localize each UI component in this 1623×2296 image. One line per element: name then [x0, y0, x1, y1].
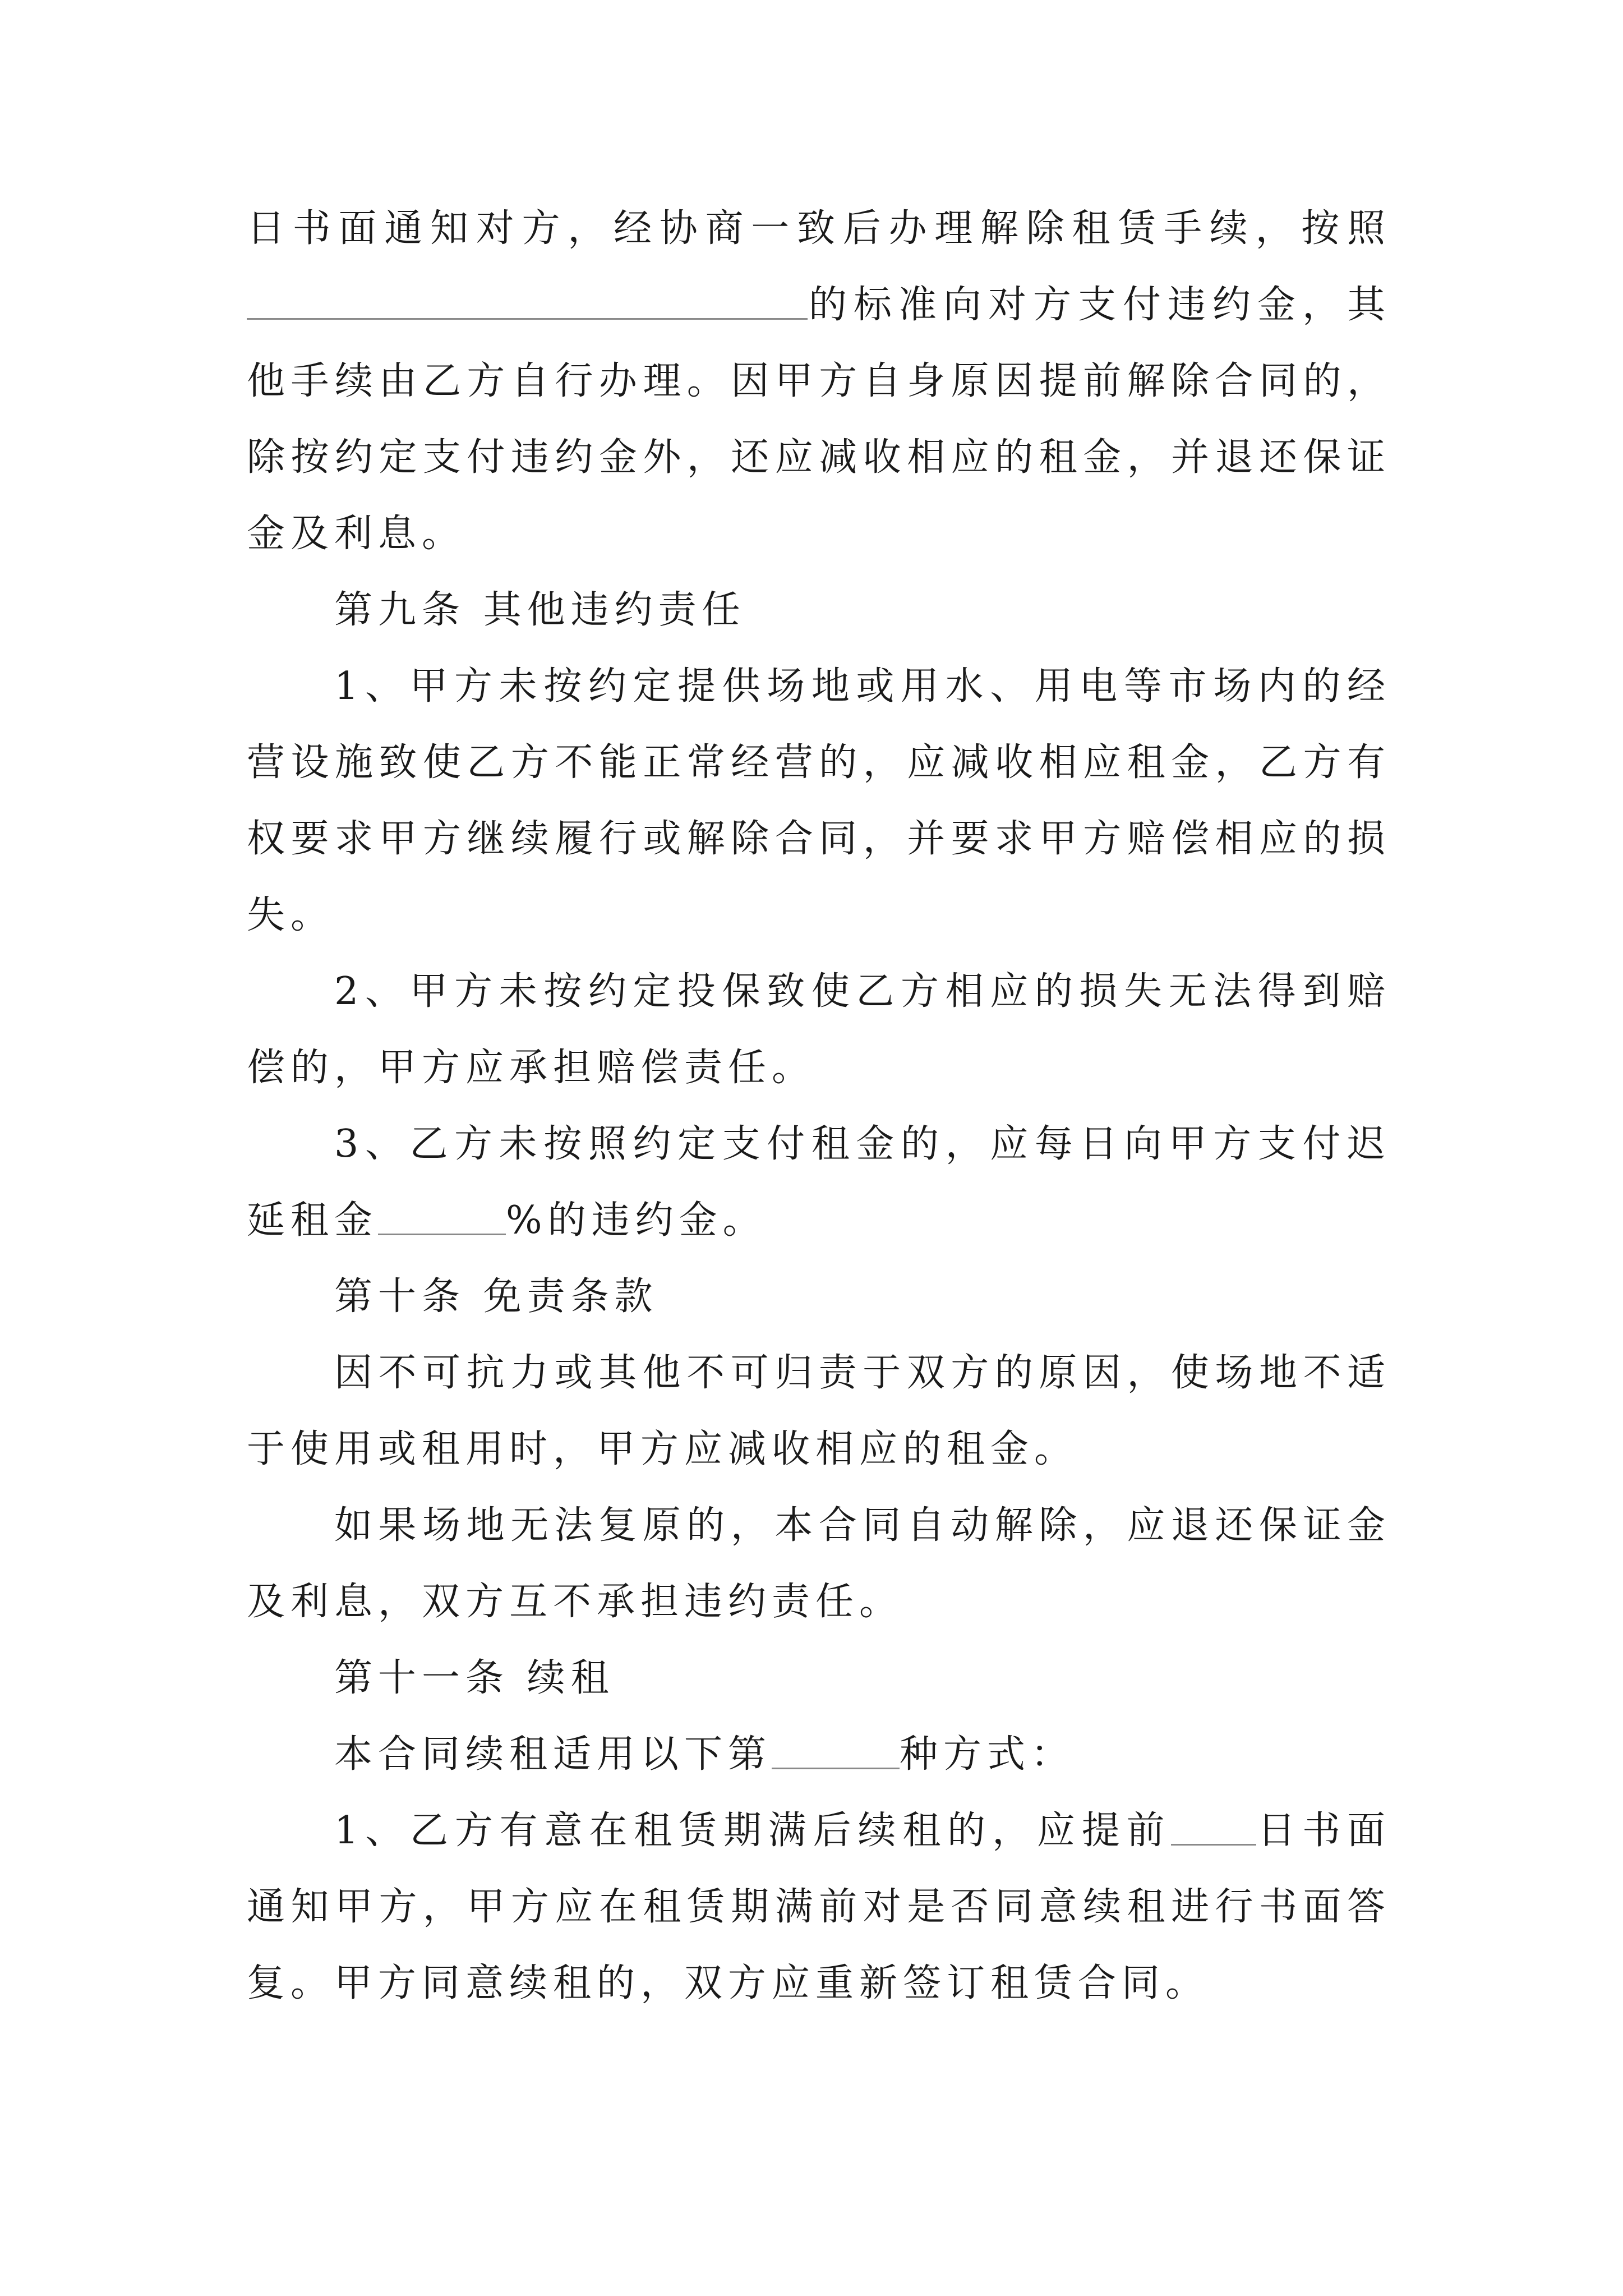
paragraph-termination-continued — [247, 191, 1391, 572]
penalty-standard-blank — [247, 278, 808, 320]
article-9-item-1: 1、甲方未按约定提供场地或用水、用电等市场内的经营设施致使乙方不能正常经营的，应减收相应租金，乙方有权要求甲方继续履行或解除合同，并要求甲方赔偿相应的损失。 — [247, 664, 1391, 937]
paragraph-text: 3、乙方未按照约定支付租金的，应每日向甲方支付迟延租金 — [247, 1122, 1391, 1243]
paragraph-text: %的违约金。 — [506, 1198, 767, 1243]
article-9-item-3 — [247, 1106, 1391, 1259]
article-9-item-2: 2、甲方未按约定投保致使乙方相应的损失无法得到赔偿的，甲方应承担赔偿责任。 — [247, 969, 1391, 1090]
notice-days-blank — [1171, 1803, 1256, 1846]
document-body — [247, 191, 1391, 2022]
article-10-paragraph-1: 因不可抗力或其他不可归责于双方的原因，使场地不适于使用或租用时，甲方应减收相应的租金。 — [247, 1351, 1391, 1471]
article-11-paragraph-1 — [247, 1717, 1391, 1793]
article-10-paragraph-2: 如果场地无法复原的，本合同自动解除，应退还保证金及利息，双方互不承担违约责任。 — [247, 1503, 1391, 1624]
paragraph-text: 的标准向对方支付违约金，其他手续由乙方自行办理。因甲方自身原因提前解除合同的，除按约定支付违约金外，还应减收相应的租金，并退还保证金及利息。 — [247, 283, 1391, 556]
article-11-item-1 — [247, 1793, 1391, 2022]
paragraph-text: 种方式： — [900, 1732, 1075, 1777]
paragraph-text: 本合同续租适用以下第 — [334, 1732, 772, 1777]
paragraph-text: 1、乙方有意在租赁期满后续租的，应提前 — [334, 1809, 1172, 1853]
article-9-heading: 第九条 其他违约责任 — [334, 588, 746, 632]
renewal-method-blank — [772, 1727, 900, 1769]
late-rent-percent-blank — [378, 1193, 506, 1235]
article-10-heading: 第十条 免责条款 — [334, 1274, 658, 1319]
paragraph-text: 日书面通知甲方，甲方应在租赁期满前对是否同意续租进行书面答复。甲方同意续租的，双方应重新签订租赁合同。 — [247, 1809, 1391, 2005]
paragraph-text: 日书面通知对方，经协商一致后办理解除租赁手续，按照 — [247, 206, 1391, 251]
article-11-heading: 第十一条 续租 — [334, 1656, 615, 1700]
